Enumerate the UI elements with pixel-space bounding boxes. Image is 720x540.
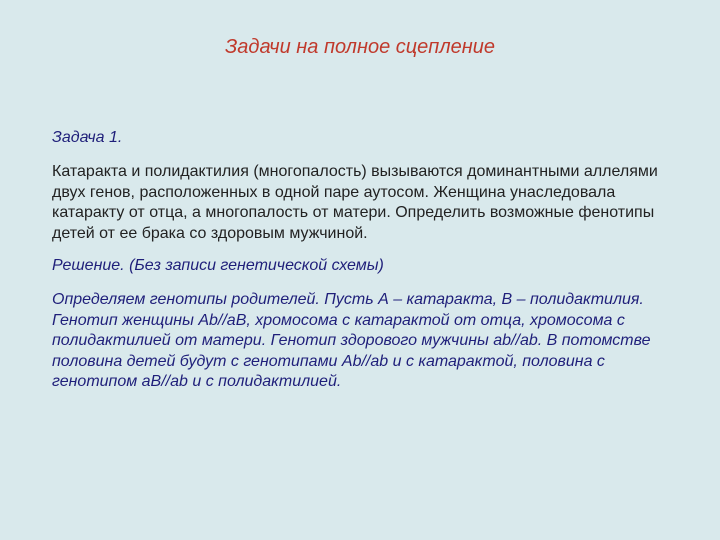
slide-title: Задачи на полное сцепление xyxy=(225,36,495,58)
solution-text: Определяем генотипы родителей. Пусть А – катаракта, В – полидактилия. Генотип женщины Аb//аВ, хромосома с катарактой от отца, хромосома с полидактилией от матери. Генотип здорового мужчины аb//аb. В потомстве половина детей будут с генотипами Аb//аb и с катарактой, половина с генотипом аВ//аb и с полидактилией. xyxy=(52,291,651,390)
task-text: Катаракта и полидактилия (многопалость) вызываются доминантными аллелями двух генов, расположенных в одной паре аутосом. Женщина унаследовала катаракту от отца, а многопалость от матери. Определить возможные фенотипы детей от ее брака со здоровым мужчиной. xyxy=(52,163,658,242)
solution-label: Решение. (Без записи генетической схемы) xyxy=(52,257,384,274)
task-label: Задача 1. xyxy=(52,129,123,146)
slide-body xyxy=(52,128,682,393)
